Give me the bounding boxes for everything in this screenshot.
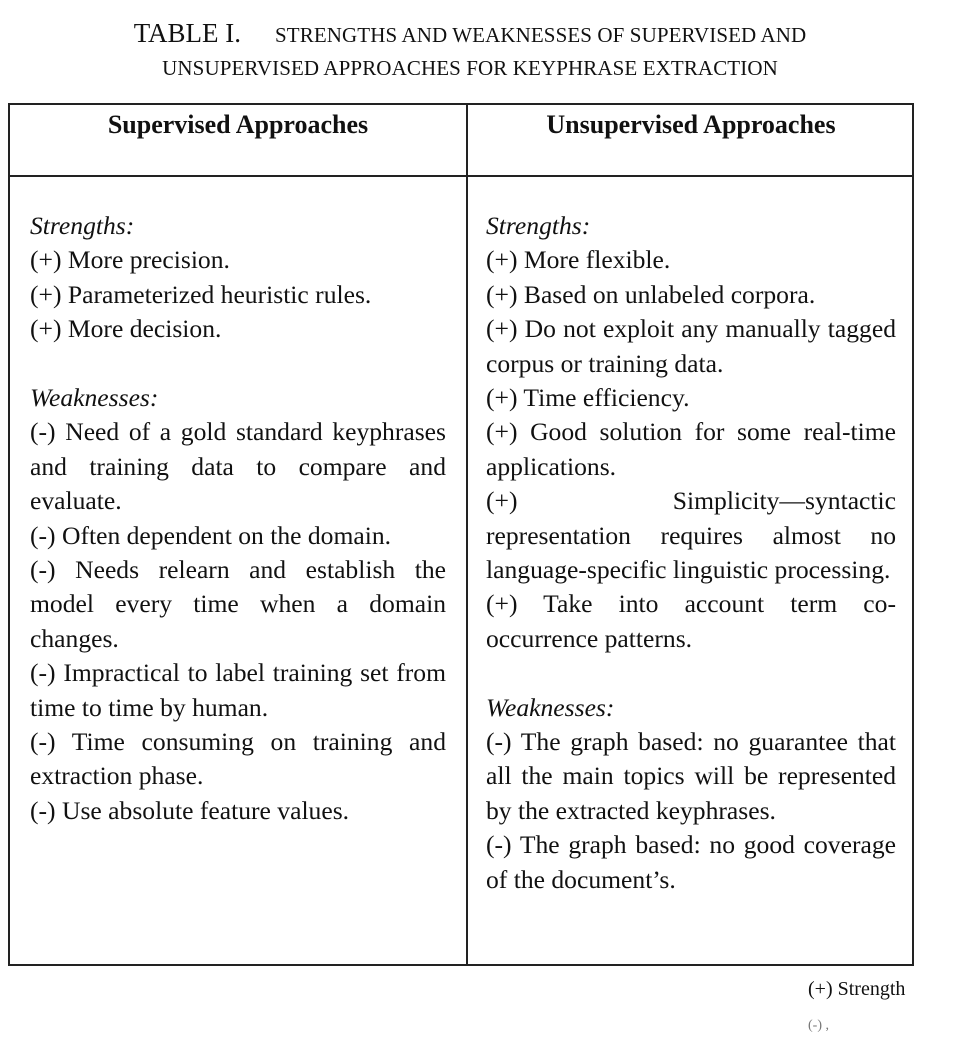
supervised-cell (30, 209, 446, 828)
table-caption-line-1 (0, 18, 940, 49)
comparison-table (8, 103, 914, 966)
supervised-weakness-item: (-) Need of a gold standard keyphrases and training data to compare and evaluate. (30, 417, 446, 516)
header-unsupervised: Unsupervised Approaches (546, 110, 836, 139)
unsupervised-strength-item: (+) More flexible. (486, 245, 671, 275)
unsupervised-strength-item: (+) Based on unlabeled corpora. (486, 279, 816, 309)
unsupervised-strength-item: (+) Good solution for some real-time applications. (486, 417, 896, 481)
supervised-weakness-item: (-) Impractical to label training set from time to time by human. (30, 658, 446, 722)
supervised-strength-item: (+) More precision. (30, 245, 230, 275)
legend-strength: (+) Strength (808, 978, 906, 1000)
unsupervised-cell (486, 209, 896, 897)
unsupervised-weaknesses-label: Weaknesses: (486, 692, 615, 722)
table-title-line-1: STRENGTHS AND WEAKNESSES OF SUPERVISED AND (275, 23, 807, 47)
supervised-weakness-item: (-) Often dependent on the domain. (30, 520, 392, 550)
supervised-strength-item: (+) More decision. (30, 314, 222, 344)
table-caption-line-2 (0, 56, 940, 81)
unsupervised-strength-item: (+) Simplicity—syntactic representation requires almost no language-specific linguistic processing. (486, 486, 896, 585)
unsupervised-strength-item: (+) Time efficiency. (486, 383, 690, 413)
table-title-line-2: UNSUPERVISED APPROACHES FOR KEYPHRASE EXTRACTION (162, 56, 778, 80)
table-label: TABLE I. (133, 18, 242, 48)
header-supervised: Supervised Approaches (107, 110, 369, 139)
supervised-weaknesses-label: Weaknesses: (30, 383, 159, 413)
supervised-strength-item: (+) Parameterized heuristic rules. (30, 279, 372, 309)
supervised-strengths-label: Strengths: (30, 211, 135, 240)
spacer (486, 656, 896, 690)
supervised-weakness-item: (-) Use absolute feature values. (30, 795, 350, 825)
spacer (30, 347, 446, 381)
column-divider (466, 105, 468, 964)
unsupervised-strength-item: (+) Take into account term co-occurrence patterns. (486, 589, 896, 653)
unsupervised-strengths-label: Strengths: (486, 211, 591, 240)
unsupervised-strength-item: (+) Do not exploit any manually tagged corpus or training data. (486, 314, 896, 378)
unsupervised-weakness-item: (-) The graph based: no good coverage of the document’s. (486, 830, 896, 894)
legend-weakness-cut: (-) , (808, 1018, 829, 1033)
supervised-weakness-item: (-) Time consuming on training and extraction phase. (30, 727, 446, 791)
header-divider (10, 175, 912, 177)
unsupervised-weakness-item: (-) The graph based: no guarantee that all the main topics will be represented by the extracted keyphrases. (486, 727, 896, 825)
supervised-weakness-item: (-) Needs relearn and establish the model every time when a domain changes. (30, 555, 446, 653)
